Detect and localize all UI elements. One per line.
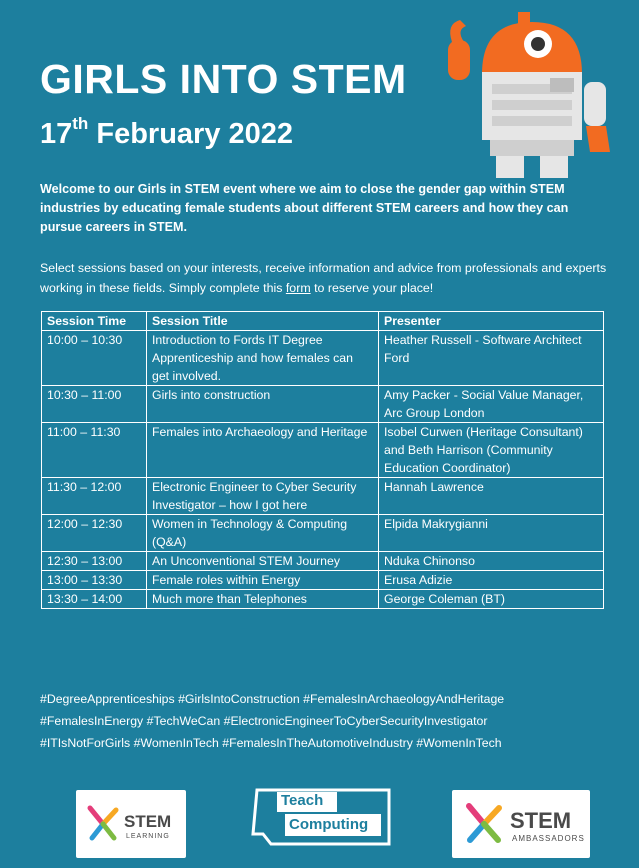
session-time: 11:30 – 12:00 (42, 478, 147, 515)
hashtag-line: #FemalesInEnergy #TechWeCan #ElectronicEngineerToCyberSecurityInvestigator (40, 714, 488, 728)
table-row (42, 571, 604, 590)
date-day: 17 (40, 118, 73, 150)
session-title: Females into Archaeology and Heritage (147, 423, 379, 478)
stem-learning-main: STEM (124, 812, 172, 831)
hashtag-line: #ITIsNotForGirls #WomenInTech #FemalesInTheAutomotiveIndustry #WomenInTech (40, 736, 502, 750)
session-time: 11:00 – 11:30 (42, 423, 147, 478)
stem-learning-logo (76, 790, 186, 858)
stem-star-icon (464, 802, 504, 846)
session-time: 13:00 – 13:30 (42, 571, 147, 590)
session-time: 13:30 – 14:00 (42, 590, 147, 609)
date-month-year: February 2022 (88, 118, 294, 150)
session-presenter: Nduka Chinonso (379, 552, 604, 571)
session-presenter: George Coleman (BT) (379, 590, 604, 609)
session-time: 10:30 – 11:00 (42, 386, 147, 423)
session-presenter: Erusa Adizie (379, 571, 604, 590)
stem-ambassadors-sub: AMBASSADORS (512, 834, 585, 843)
header-presenter: Presenter (379, 312, 604, 331)
session-title: Electronic Engineer to Cyber Security Investigator – how I got here (147, 478, 379, 515)
select-text-before: Select sessions based on your interests, receive information and advice from professionals and experts working in these fields. Simply complete this (40, 261, 607, 295)
session-presenter: Hannah Lawrence (379, 478, 604, 515)
sessions-table (41, 311, 604, 609)
table-row (42, 331, 604, 386)
session-title: Much more than Telephones (147, 590, 379, 609)
session-presenter: Elpida Makrygianni (379, 515, 604, 552)
session-presenter: Amy Packer - Social Value Manager, Arc Group London (379, 386, 604, 423)
session-time: 12:30 – 13:00 (42, 552, 147, 571)
page-title: GIRLS INTO STEM (40, 56, 407, 102)
session-presenter: Isobel Curwen (Heritage Consultant) and Beth Harrison (Community Education Coordinator) (379, 423, 604, 478)
computing-text: Computing (289, 816, 369, 833)
event-date (40, 114, 294, 151)
stem-learning-sub: LEARNING (126, 833, 170, 840)
robot-illustration (440, 12, 620, 180)
session-time: 10:00 – 10:30 (42, 331, 147, 386)
hashtags (40, 688, 620, 754)
table-row (42, 386, 604, 423)
header-session-title: Session Title (147, 312, 379, 331)
table-row (42, 552, 604, 571)
session-title: An Unconventional STEM Journey (147, 552, 379, 571)
intro-text: Welcome to our Girls in STEM event where we aim to close the gender gap within STEM industries by educating female students about different STEM careers and how they can pursue careers in STEM. (40, 182, 569, 234)
session-time: 12:00 – 12:30 (42, 515, 147, 552)
select-sessions-text (40, 258, 610, 298)
table-row (42, 515, 604, 552)
table-header-row (42, 312, 604, 331)
select-text-after: to reserve your place! (310, 281, 434, 295)
session-title: Introduction to Fords IT Degree Apprenticeship and how females can get involved. (147, 331, 379, 386)
table-row (42, 590, 604, 609)
session-presenter: Heather Russell - Software Architect Ford (379, 331, 604, 386)
teach-computing-logo (251, 788, 391, 848)
stem-ambassadors-main: STEM (510, 808, 572, 833)
session-title: Girls into construction (147, 386, 379, 423)
form-link[interactable]: form (285, 281, 311, 295)
date-suffix: th (72, 114, 89, 133)
hashtag-line: #DegreeApprenticeships #GirlsIntoConstruction #FemalesInArchaeologyAndHeritage (40, 692, 505, 706)
stem-star-icon (86, 804, 120, 844)
header-session-time: Session Time (42, 312, 147, 331)
teach-text: Teach (281, 792, 324, 809)
session-title: Female roles within Energy (147, 571, 379, 590)
table-row (42, 423, 604, 478)
session-title: Women in Technology & Computing (Q&A) (147, 515, 379, 552)
stem-ambassadors-logo (452, 790, 590, 858)
table-row (42, 478, 604, 515)
